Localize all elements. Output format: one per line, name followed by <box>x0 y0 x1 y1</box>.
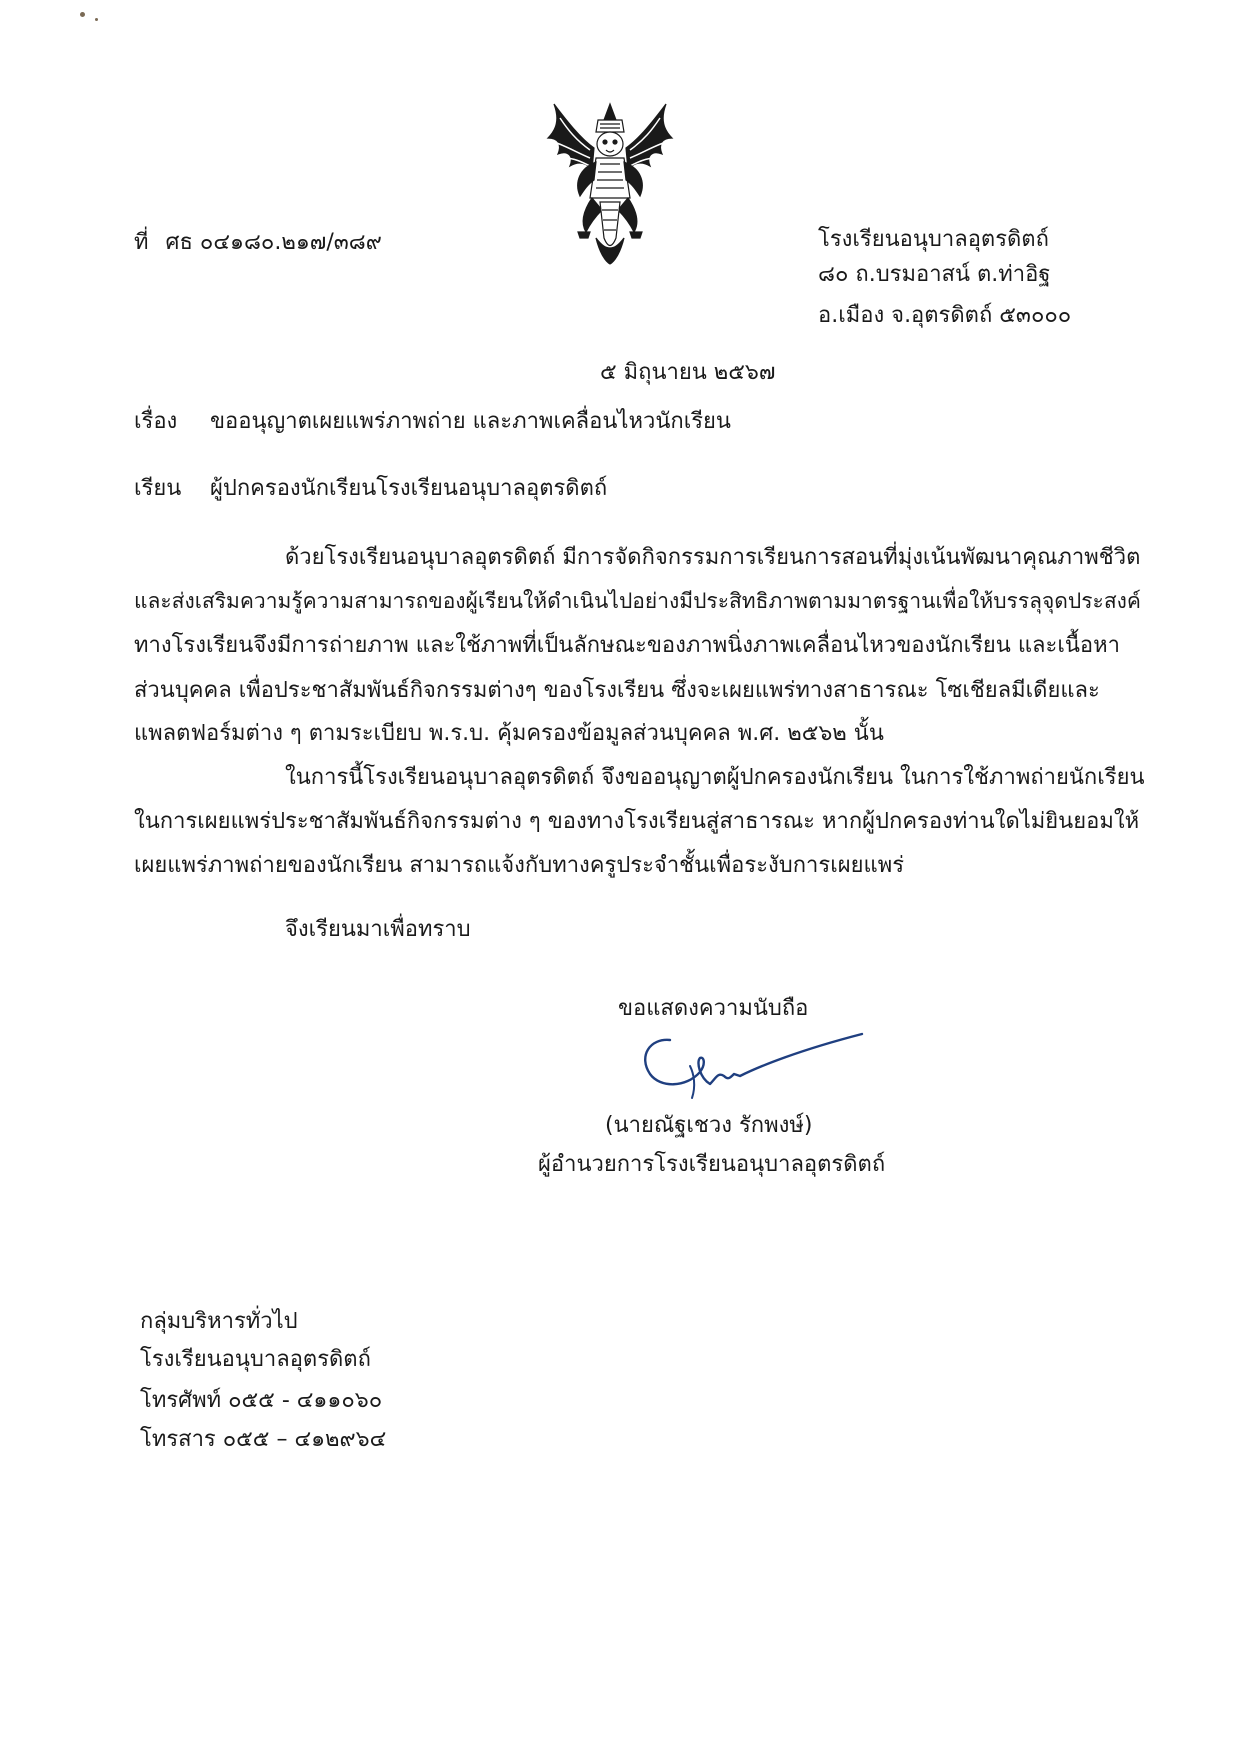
paragraph-1-line: ด้วยโรงเรียนอนุบาลอุตรดิตถ์ มีการจัดกิจกรรมการเรียนการสอนที่มุ่งเน้นพัฒนาคุณภาพชีวิต <box>285 545 1141 570</box>
footer-fax: โทรสาร ๐๕๕ – ๔๑๒๙๖๔ <box>140 1427 387 1452</box>
scan-speck <box>95 18 98 21</box>
garuda-emblem-icon <box>540 98 680 266</box>
signer-name: (นายณัฐเชวง รักพงษ์) <box>605 1113 813 1138</box>
signer-title: ผู้อำนวยการโรงเรียนอนุบาลอุตรดิตถ์ <box>538 1152 886 1177</box>
closing-sentence: จึงเรียนมาเพื่อทราบ <box>285 917 471 942</box>
footer-school: โรงเรียนอนุบาลอุตรดิตถ์ <box>140 1347 371 1372</box>
reference-number <box>134 228 382 258</box>
paragraph-1-line: ทางโรงเรียนจึงมีการถ่ายภาพ และใช้ภาพที่เป็นลักษณะของภาพนิ่งภาพเคลื่อนไหวของนักเรียน และเนื้อหา <box>134 633 1120 658</box>
sender-name: โรงเรียนอนุบาลอุตรดิตถ์ <box>818 227 1049 252</box>
recipient-label: เรียน <box>134 476 182 501</box>
footer-department: กลุ่มบริหารทั่วไป <box>140 1309 298 1334</box>
paragraph-1-line: ส่วนบุคคล เพื่อประชาสัมพันธ์กิจกรรมต่างๆ ของโรงเรียน ซึ่งจะเผยแพร่ทางสาธารณะ โซเชียลมีเดียและ <box>134 678 1100 703</box>
subject-label: เรื่อง <box>134 409 178 434</box>
sender-address-line-2: อ.เมือง จ.อุตรดิตถ์ ๕๓๐๐๐ <box>818 303 1072 328</box>
ref-value: ศธ ๐๔๑๘๐.๒๑๗/๓๘๙ <box>165 230 382 255</box>
footer-phone: โทรศัพท์ ๐๕๕ - ๔๑๑๐๖๐ <box>140 1388 383 1413</box>
recipient-text: ผู้ปกครองนักเรียนโรงเรียนอนุบาลอุตรดิตถ์ <box>210 476 608 501</box>
subject-text: ขออนุญาตเผยแพร่ภาพถ่าย และภาพเคลื่อนไหวนักเรียน <box>210 409 731 434</box>
letter-date: ๕ มิถุนายน ๒๕๖๗ <box>600 360 776 385</box>
ref-label: ที่ <box>134 230 149 255</box>
scan-speck <box>80 12 85 17</box>
paragraph-2-line: ในการเผยแพร่ประชาสัมพันธ์กิจกรรมต่าง ๆ ของทางโรงเรียนสู่สาธารณะ หากผู้ปกครองท่านใดไม่ยินยอมให้ <box>134 809 1140 834</box>
paragraph-2-line: เผยแพร่ภาพถ่ายของนักเรียน สามารถแจ้งกับทางครูประจำชั้นเพื่อระงับการเผยแพร่ <box>134 853 905 878</box>
closing-phrase: ขอแสดงความนับถือ <box>618 996 809 1021</box>
signature-icon <box>630 1028 870 1108</box>
paragraph-1-line: และส่งเสริมความรู้ความสามารถของผู้เรียนให้ดำเนินไปอย่างมีประสิทธิภาพตามมาตรฐานเพื่อให้บรรลุจุดประสงค์ <box>134 589 1141 613</box>
paragraph-2-line: ในการนี้โรงเรียนอนุบาลอุตรดิตถ์ จึงขออนุญาตผู้ปกครองนักเรียน ในการใช้ภาพถ่ายนักเรียน <box>285 765 1145 790</box>
sender-address-line-1: ๘๐ ถ.บรมอาสน์ ต.ท่าอิฐ <box>818 262 1051 287</box>
paragraph-1-line: แพลตฟอร์มต่าง ๆ ตามระเบียบ พ.ร.บ. คุ้มครองข้อมูลส่วนบุคคล พ.ศ. ๒๕๖๒ นั้น <box>134 721 884 746</box>
